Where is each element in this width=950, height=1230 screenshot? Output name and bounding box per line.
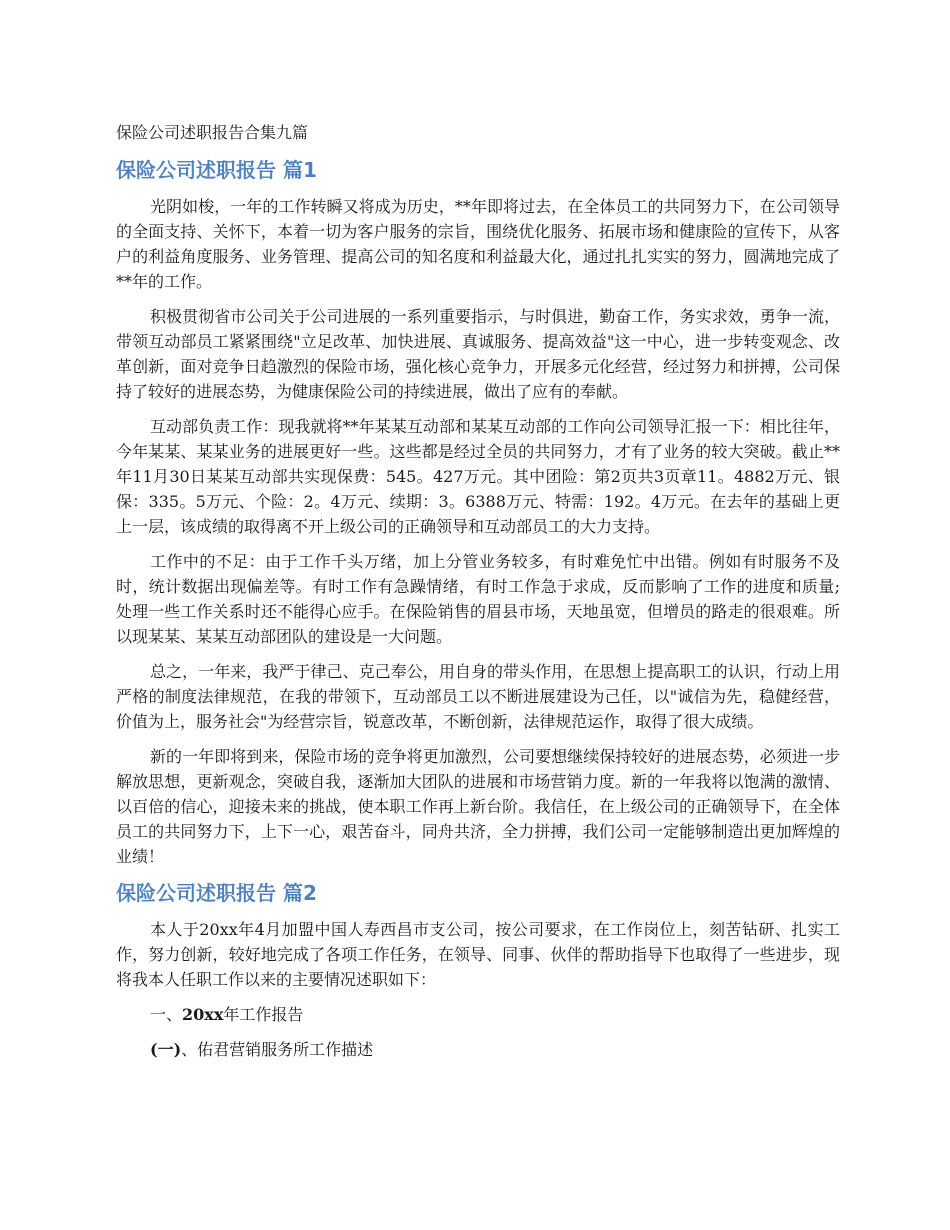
list-item-text: 、佑君营销服务所工作描述	[181, 1040, 374, 1059]
list-item-bold: (一)	[150, 1040, 182, 1059]
paragraph: 互动部负责工作：现我就将**年某某互动部和某某互动部的工作向公司领导汇报一下：相比往年，今年某某、某某业务的进展更好一些。这些都是经过全员的共同努力，才有了业务的较大突破。截止**年11月30日某某互动部共实现保费：545。427万元。其中团险：第2页共3页章11。4882万元、银保：335。5万元、个险：2。4万元、续期：3。6388万元、特需：192。4万元。在去年的基础上更上一层，该成绩的取得离不开上级公司的正确领导和互动部员工的大力支持。	[116, 417, 840, 536]
paragraph: 新的一年即将到来，保险市场的竞争将更加激烈，公司要想继续保持较好的进展态势，必须进一步解放思想，更新观念，突破自我，逐渐加大团队的进展和市场营销力度。新的一年我将以饱满的激情、以百倍的信心，迎接未来的挑战，使本职工作再上新台阶。我信任，在上级公司的正确领导下，在全体员工的共同努力下，上下一心，艰苦奋斗，同舟共济，全力拼搏，我们公司一定能够制造出更加辉煌的业绩！	[116, 747, 840, 866]
list-item	[116, 1037, 840, 1062]
list-item-bold: 20xx	[182, 1005, 224, 1024]
document-page	[116, 120, 840, 1072]
list-item-text: 年工作报告	[223, 1005, 304, 1024]
document-title: 保险公司述职报告合集九篇	[116, 123, 309, 142]
section-heading-2: 保险公司述职报告 篇2	[116, 881, 317, 905]
list-item	[116, 1002, 840, 1027]
section-heading-1: 保险公司述职报告 篇1	[116, 158, 317, 182]
paragraph: 本人于20xx年4月加盟中国人寿西昌市支公司，按公司要求，在工作岗位上，刻苦钻研、扎实工作，努力创新，较好地完成了各项工作任务，在领导、同事、伙伴的帮助指导下也取得了一些进步，现将我本人任职工作以来的主要情况述职如下：	[116, 920, 840, 989]
list-item-prefix: 一、	[150, 1005, 183, 1024]
paragraph: 光阴如梭，一年的工作转瞬又将成为历史，**年即将过去，在全体员工的共同努力下，在公司领导的全面支持、关怀下，本着一切为客户服务的宗旨，围绕优化服务、拓展市场和健康险的宣传下，从客户的利益角度服务、业务管理、提高公司的知名度和利益最大化，通过扎扎实实的努力，圆满地完成了**年的工作。	[116, 197, 840, 291]
paragraph: 总之，一年来，我严于律己、克己奉公，用自身的带头作用，在思想上提高职工的认识，行动上用严格的制度法律规范，在我的带领下，互动部员工以不断进展建设为己任，以"诚信为先，稳健经营，价值为上，服务社会"为经营宗旨，锐意改革，不断创新，法律规范运作，取得了很大成绩。	[116, 662, 840, 731]
paragraph: 工作中的不足：由于工作千头万绪，加上分管业务较多，有时难免忙中出错。例如有时服务不及时，统计数据出现偏差等。有时工作有急躁情绪，有时工作急于求成，反而影响了工作的进度和质量;处理一些工作关系时还不能得心应手。在保险销售的眉县市场，天地虽宽，但增员的路走的很艰难。所以现某某、某某互动部团队的建设是一大问题。	[116, 552, 840, 646]
paragraph: 积极贯彻省市公司关于公司进展的一系列重要指示，与时俱进，勤奋工作，务实求效，勇争一流，带领互动部员工紧紧围绕"立足改革、加快进展、真诚服务、提高效益"这一中心，进一步转变观念、改革创新，面对竞争日趋激烈的保险市场，强化核心竞争力，开展多元化经营，经过努力和拼搏，公司保持了较好的进展态势，为健康保险公司的持续进展，做出了应有的奉献。	[116, 307, 840, 401]
